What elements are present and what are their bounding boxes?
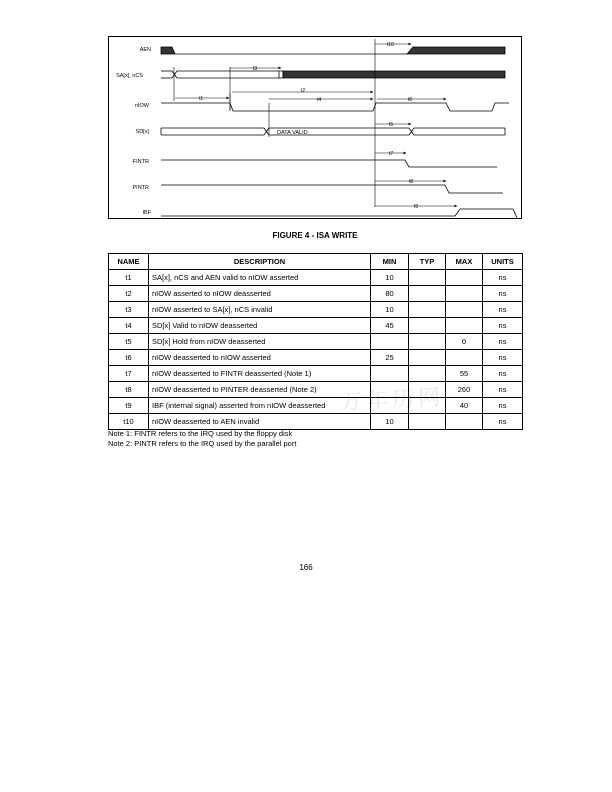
timing-label-t3: t3 bbox=[253, 66, 258, 72]
fintr-waveform bbox=[161, 160, 497, 167]
data-valid-label: DATA VALID bbox=[277, 130, 308, 136]
pintr-waveform bbox=[161, 185, 503, 193]
cell-max bbox=[446, 318, 483, 334]
timing-label-t8: t8 bbox=[409, 179, 414, 185]
header-typ: TYP bbox=[409, 254, 446, 270]
cell-typ bbox=[409, 366, 446, 382]
cell-min: 10 bbox=[371, 270, 409, 286]
cell-units: ns bbox=[483, 414, 523, 430]
table-header-row bbox=[109, 254, 523, 270]
cell-min bbox=[371, 382, 409, 398]
table-row bbox=[109, 414, 523, 430]
cell-min: 10 bbox=[371, 414, 409, 430]
cell-typ bbox=[409, 286, 446, 302]
timing-label-t6: t6 bbox=[408, 97, 413, 103]
cell-units: ns bbox=[483, 270, 523, 286]
cell-min: 80 bbox=[371, 286, 409, 302]
signal-label-sa-ncs: SA[x], nCS bbox=[116, 73, 143, 79]
cell-description: IBF (internal signal) asserted from nIOW deasserted bbox=[149, 398, 371, 414]
timing-label-t9: t9 bbox=[414, 204, 419, 210]
table-row bbox=[109, 350, 523, 366]
timing-label-t4: t4 bbox=[317, 97, 322, 103]
cell-name: t5 bbox=[109, 334, 149, 350]
signal-label-sd: SD[x] bbox=[135, 129, 149, 135]
cell-name: t6 bbox=[109, 350, 149, 366]
cell-typ bbox=[409, 414, 446, 430]
cell-max: 260 bbox=[446, 382, 483, 398]
header-name: NAME bbox=[109, 254, 149, 270]
timing-arrows bbox=[175, 44, 457, 206]
sa-ncs-waveform bbox=[161, 71, 505, 78]
watermark: 万年历网 bbox=[339, 384, 445, 415]
cell-min: 10 bbox=[371, 302, 409, 318]
cell-max: 40 bbox=[446, 398, 483, 414]
signal-label-aen: AEN bbox=[139, 47, 151, 53]
timing-label-t2: t2 bbox=[301, 88, 306, 94]
cell-min bbox=[371, 398, 409, 414]
signal-label-niow: nIOW bbox=[134, 103, 149, 109]
cell-min: 45 bbox=[371, 318, 409, 334]
table-row bbox=[109, 286, 523, 302]
header-max: MAX bbox=[446, 254, 483, 270]
cell-units: ns bbox=[483, 398, 523, 414]
cell-typ bbox=[409, 382, 446, 398]
cell-description: SD[x] Valid to nIOW deasserted bbox=[149, 318, 371, 334]
notes bbox=[108, 429, 296, 449]
cell-name: t9 bbox=[109, 398, 149, 414]
header-description: DESCRIPTION bbox=[149, 254, 371, 270]
cell-description: nIOW asserted to SA[x], nCS invalid bbox=[149, 302, 371, 318]
note-2: Note 2: PINTR refers to the IRQ used by the parallel port bbox=[108, 439, 297, 448]
timing-label-t5: t5 bbox=[389, 122, 394, 128]
niow-waveform bbox=[161, 103, 509, 111]
cell-units: ns bbox=[483, 318, 523, 334]
cell-description: nIOW deasserted to AEN invalid bbox=[149, 414, 371, 430]
cell-max bbox=[446, 350, 483, 366]
cell-units: ns bbox=[483, 286, 523, 302]
table-row bbox=[109, 270, 523, 286]
cell-name: t1 bbox=[109, 270, 149, 286]
cell-name: t10 bbox=[109, 414, 149, 430]
cell-name: t7 bbox=[109, 366, 149, 382]
cell-max bbox=[446, 270, 483, 286]
table-row bbox=[109, 318, 523, 334]
cell-units: ns bbox=[483, 382, 523, 398]
signal-label-fintr: FINTR bbox=[132, 159, 149, 165]
cell-units: ns bbox=[483, 302, 523, 318]
cell-description: nIOW deasserted to PINTER deasserted (Note 2) bbox=[149, 382, 371, 398]
timing-label-t10: t10 bbox=[387, 42, 394, 48]
timing-diagram bbox=[108, 36, 522, 219]
table-row bbox=[109, 398, 523, 414]
table-row bbox=[109, 302, 523, 318]
cell-typ bbox=[409, 302, 446, 318]
cell-max bbox=[446, 414, 483, 430]
aen-waveform bbox=[161, 47, 505, 54]
signal-label-ibf: IBF bbox=[142, 210, 151, 216]
cell-max bbox=[446, 286, 483, 302]
table-row bbox=[109, 382, 523, 398]
cell-units: ns bbox=[483, 350, 523, 366]
cell-min: 25 bbox=[371, 350, 409, 366]
timing-label-t7: t7 bbox=[389, 151, 394, 157]
table-row bbox=[109, 366, 523, 382]
table-row bbox=[109, 334, 523, 350]
signal-label-pintr: PINTR bbox=[132, 185, 149, 191]
cell-units: ns bbox=[483, 366, 523, 382]
cell-name: t3 bbox=[109, 302, 149, 318]
timing-table bbox=[108, 253, 523, 430]
timing-reference-lines bbox=[174, 39, 375, 207]
cell-min bbox=[371, 334, 409, 350]
cell-name: t2 bbox=[109, 286, 149, 302]
cell-description: SD[x] Hold from nIOW deasserted bbox=[149, 334, 371, 350]
timing-label-t1: t1 bbox=[199, 96, 204, 102]
cell-max bbox=[446, 302, 483, 318]
figure-caption: FIGURE 4 - ISA WRITE bbox=[272, 231, 358, 240]
cell-max: 0 bbox=[446, 334, 483, 350]
cell-name: t4 bbox=[109, 318, 149, 334]
page-number: 166 bbox=[299, 563, 313, 572]
cell-typ bbox=[409, 334, 446, 350]
cell-typ bbox=[409, 318, 446, 334]
cell-max: 55 bbox=[446, 366, 483, 382]
cell-description: SA[x], nCS and AEN valid to nIOW asserted bbox=[149, 270, 371, 286]
cell-typ bbox=[409, 350, 446, 366]
cell-description: nIOW asserted to nIOW deasserted bbox=[149, 286, 371, 302]
header-units: UNITS bbox=[483, 254, 523, 270]
cell-min bbox=[371, 366, 409, 382]
ibf-waveform bbox=[161, 209, 517, 218]
note-1: Note 1: FINTR refers to the IRQ used by the floppy disk bbox=[108, 429, 293, 438]
header-min: MIN bbox=[371, 254, 409, 270]
cell-description: nIOW deasserted to nIOW asserted bbox=[149, 350, 371, 366]
sd-waveform bbox=[161, 128, 505, 135]
cell-units: ns bbox=[483, 334, 523, 350]
cell-description: nIOW deasserted to FINTR deasserted (Note 1) bbox=[149, 366, 371, 382]
cell-typ bbox=[409, 270, 446, 286]
cell-name: t8 bbox=[109, 382, 149, 398]
cell-typ bbox=[409, 398, 446, 414]
